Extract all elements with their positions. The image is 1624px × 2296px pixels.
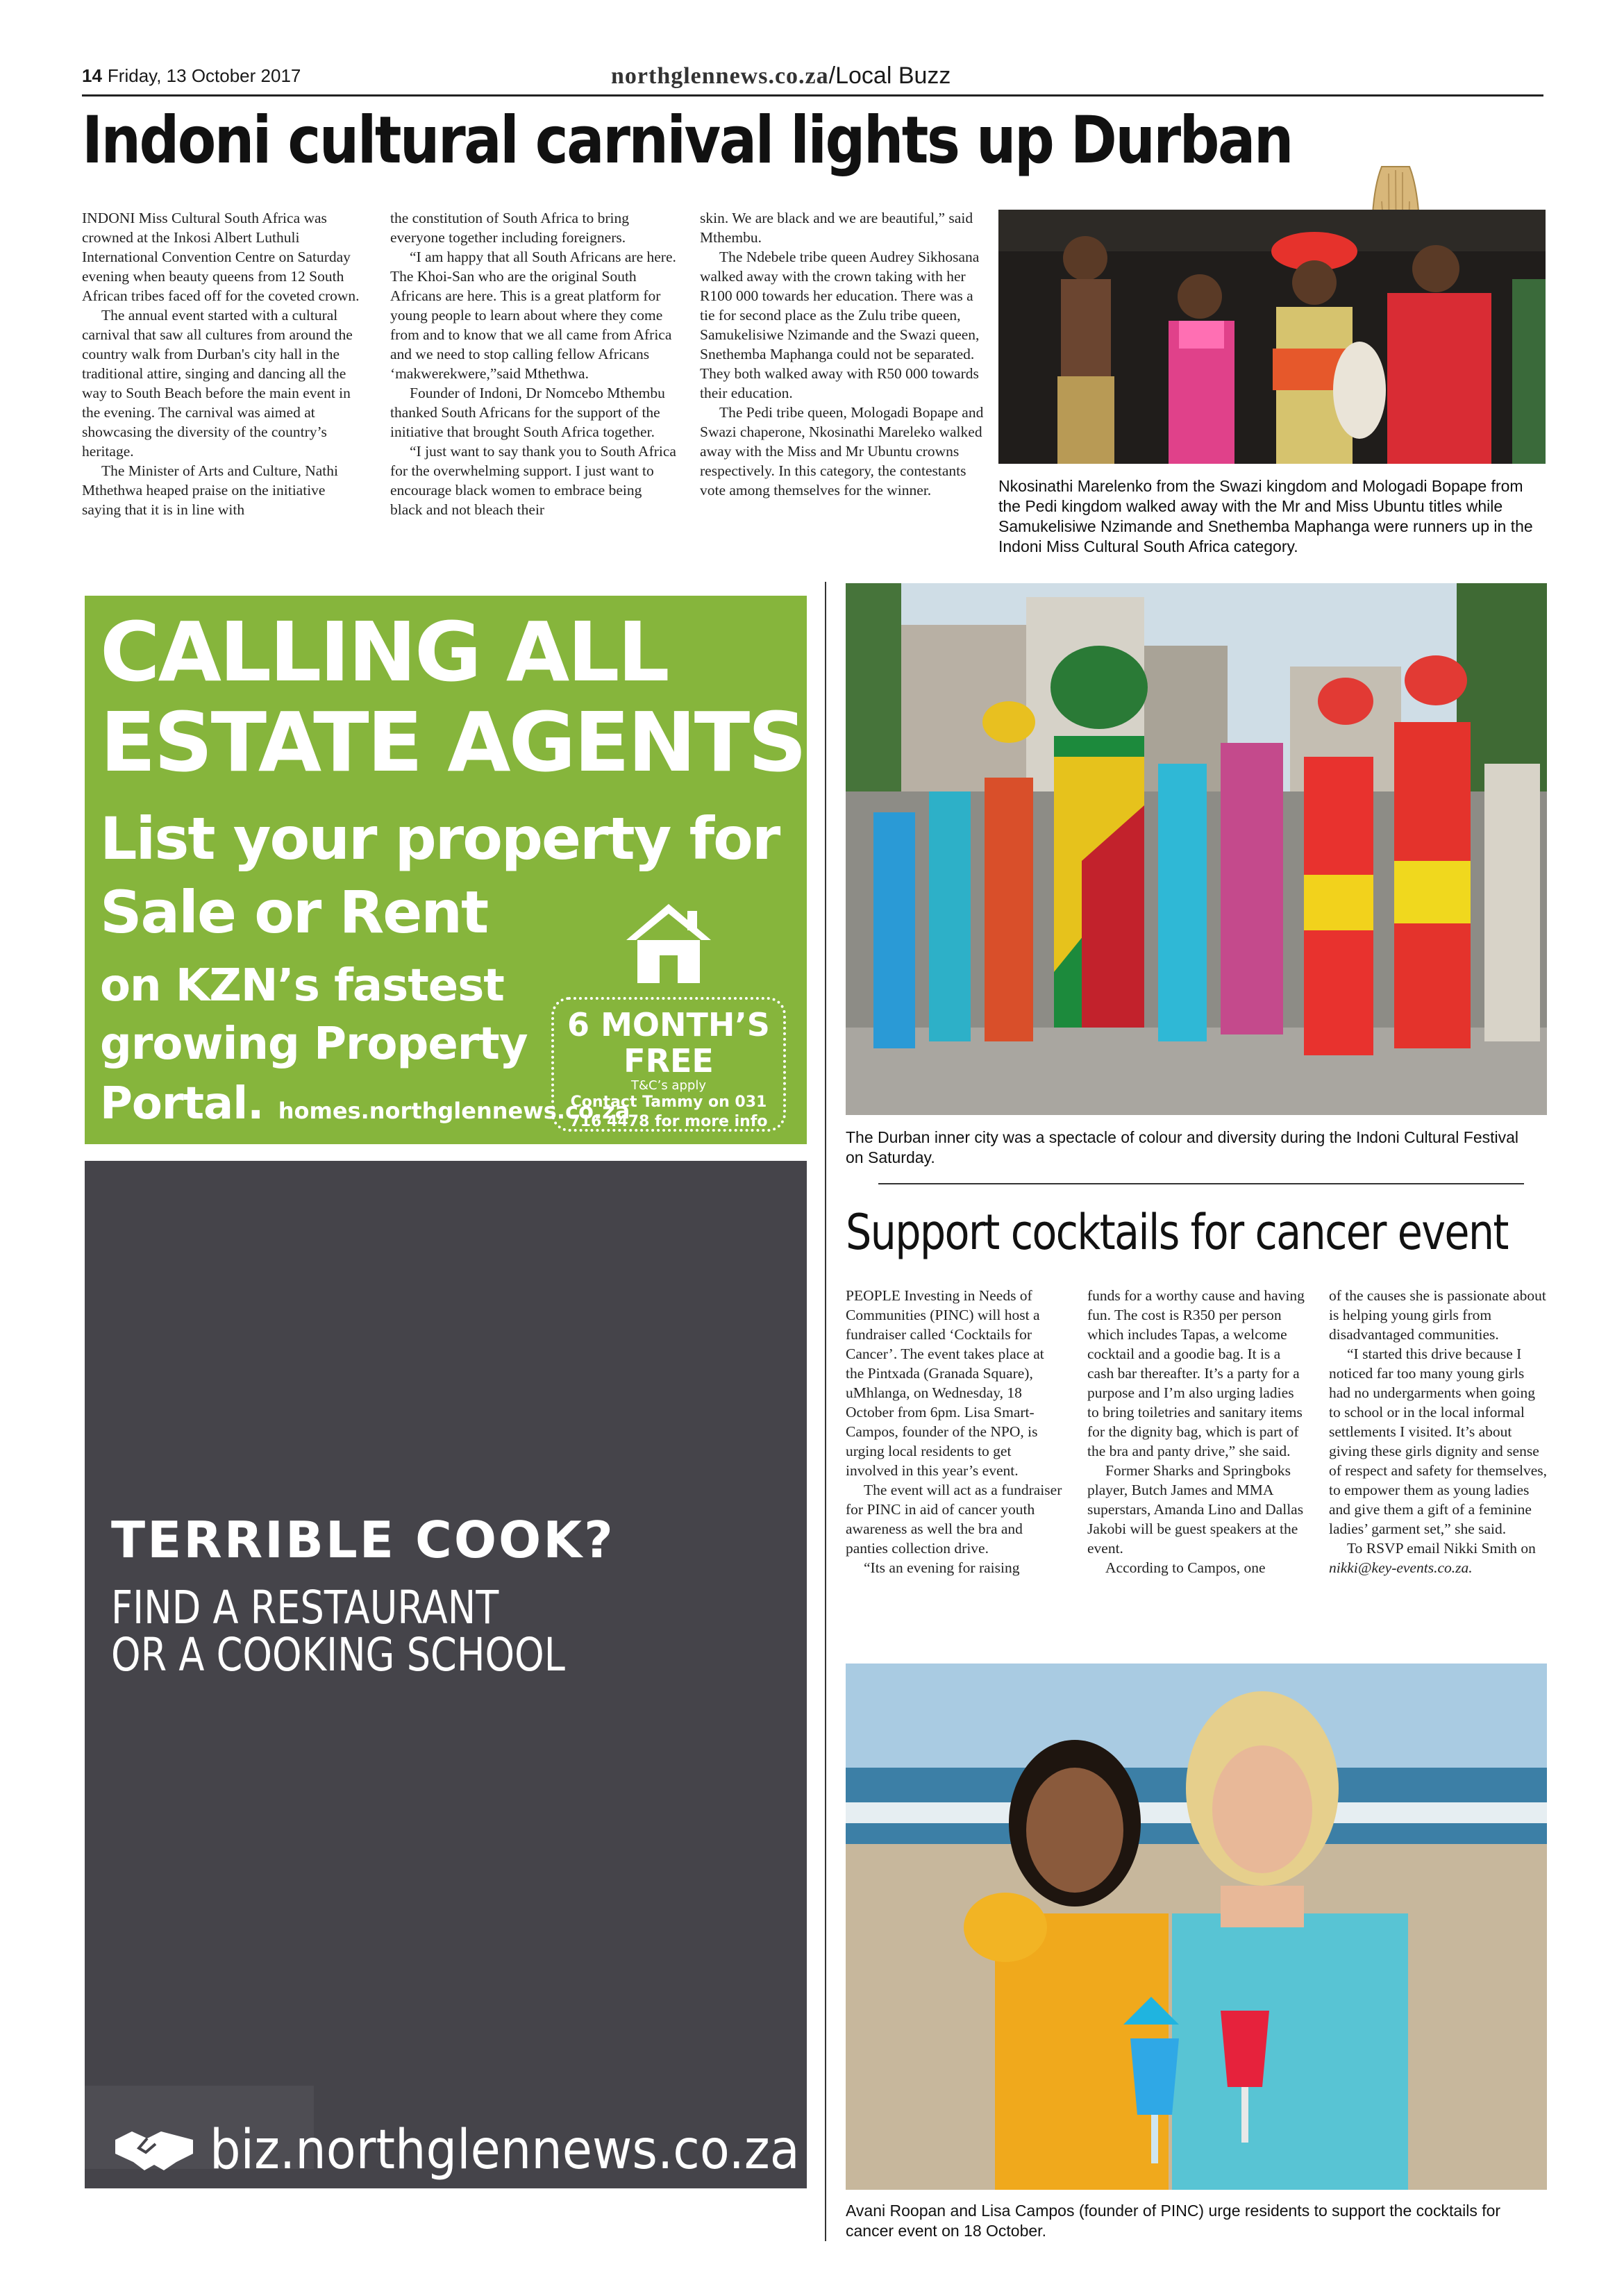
site-header bbox=[611, 62, 951, 90]
column-divider bbox=[825, 582, 826, 2241]
photo3-caption: Avani Roopan and Lisa Campos (founder of PINC) urge residents to support the cocktails for cancer event on 18 October. bbox=[846, 2202, 1501, 2240]
ad-portal-word: Portal. bbox=[100, 1078, 264, 1130]
article1-column-2 bbox=[390, 208, 676, 519]
issue-date: Friday, 13 October 2017 bbox=[107, 65, 301, 86]
paragraph: “Its an evening for raising bbox=[864, 1559, 1020, 1576]
paragraph: skin. We are black and we are beautiful,” said Mthembu. bbox=[700, 210, 973, 246]
article2-column-2 bbox=[1087, 1286, 1307, 1577]
estate-agents-ad[interactable] bbox=[85, 596, 807, 1144]
article2-column-1 bbox=[846, 1286, 1065, 1577]
ad-line-kzn: on KZN’s fastest bbox=[100, 960, 504, 1012]
article1-column-3 bbox=[700, 208, 986, 500]
site-domain[interactable]: northglennews.co.za bbox=[611, 63, 829, 89]
paragraph: PEOPLE Investing in Needs of Communities (PINC) will host a fundraiser called ‘Cocktails for Cancer’. The event takes place at the Pintxada (Granada Square), uMhlanga, on Wednesday, 18 October from 6pm. Lisa Smart-Campos, founder of the NPO, is urging local residents to get involved in this year’s event. bbox=[846, 1287, 1044, 1479]
paragraph: The event will act as a fundraiser for PINC in aid of cancer youth awareness as well the bra and panties collection drive. bbox=[846, 1482, 1062, 1557]
ad-line-list-property: List your property for bbox=[100, 805, 780, 873]
paragraph: Founder of Indoni, Dr Nomcebo Mthembu thanked South Africans for the support of the initiative that brought South Africa together. bbox=[390, 385, 665, 440]
handshake-icon bbox=[112, 2122, 196, 2177]
photo-carnival-parade bbox=[846, 583, 1547, 1115]
ad-terrible-cook: TERRIBLE COOK? bbox=[111, 1511, 615, 1569]
article1-column-1 bbox=[82, 208, 360, 519]
article2-headline: Support cocktails for cancer event bbox=[846, 1204, 1508, 1261]
biz-url[interactable]: biz.northglennews.co.za bbox=[210, 2119, 800, 2181]
paragraph: The Pedi tribe queen, Mologadi Bopape and Swazi chaperone, Nkosinathi Mareleko walked away with the Miss and Mr Ubuntu crowns respectively. In this category, the contestants vote among themselves for the winner. bbox=[700, 404, 984, 498]
paragraph bbox=[1329, 1539, 1548, 1577]
paragraph: “I started this drive because I noticed far too many young girls had no undergarments when going to school or in the local informal settlements I visited. It’s about giving these girls dignity and sense of respect and safety for themselves, to empower them as young ladies and give them a gift of a feminine ladies’ garment set,” she said. bbox=[1329, 1346, 1548, 1537]
paragraph: “I am happy that all South Africans are here. The Khoi-San who are the original South Africans are here. This is a great platform for young people to learn about where they come from and to know that we all came from Africa and we need to stop calling fellow Africans ‘makwerekwere,”said Mthethwa. bbox=[390, 249, 676, 382]
section-name: /Local Buzz bbox=[828, 62, 951, 89]
ad-line-sale-rent: Sale or Rent bbox=[100, 878, 488, 946]
paragraph: “I just want to say thank you to South Africa for the overwhelming support. I just want to encourage black women to embrace being black and not bleach their bbox=[390, 443, 676, 518]
badge-contact: Contact Tammy on 031 716 4478 for more info bbox=[569, 1093, 768, 1130]
page-number: 14 bbox=[82, 65, 102, 86]
photo2-caption: The Durban inner city was a spectacle of colour and diversity during the Indoni Cultural Festival on Saturday. bbox=[846, 1128, 1519, 1166]
page-number-date bbox=[82, 65, 301, 87]
photo1-caption: Nkosinathi Marelenko from the Swazi kingdom and Mologadi Bopape from the Pedi kingdom walked away with the Mr and Miss Ubuntu titles while Samukelisiwe Nzimande and Snethemba Maphanga were runners up in the Indoni Miss Cultural South Africa category. bbox=[998, 477, 1533, 555]
house-icon bbox=[623, 901, 714, 984]
ad-line-estate-agents: ESTATE AGENTS bbox=[100, 694, 805, 790]
photo-cultural-queens bbox=[998, 210, 1546, 464]
paragraph: INDONI Miss Cultural South Africa was crowned at the Inkosi Albert Luthuli International Convention Centre on Saturday evening when beauty queens from 12 South African tribes faced off for the coveted crown. bbox=[82, 210, 360, 304]
paragraph: the constitution of South Africa to bring everyone together including foreigners. bbox=[390, 210, 629, 246]
article-headline: Indoni cultural carnival lights up Durban bbox=[82, 103, 1292, 178]
ad-find-line2: OR A COOKING SCHOOL bbox=[111, 1628, 565, 1682]
paragraph: Former Sharks and Springboks player, Butch James and MMA superstars, Amanda Lino and Dallas Jakobi will be guest speakers at the event. bbox=[1087, 1462, 1304, 1557]
ad-line-calling-all: CALLING ALL bbox=[100, 604, 668, 700]
biz-directory-ad[interactable] bbox=[85, 1161, 807, 2188]
ad-line-portal bbox=[100, 1075, 630, 1140]
header-rule bbox=[82, 94, 1543, 97]
paragraph: According to Campos, one bbox=[1105, 1559, 1266, 1576]
ad-homes-url[interactable]: homes.northglennews.co.za bbox=[278, 1098, 630, 1124]
paragraph: of the causes she is passionate about is helping young girls from disadvantaged communities. bbox=[1329, 1287, 1546, 1343]
paragraph: The annual event started with a cultural carnival that saw all cultures from around the country walk from Durban's city hall in the traditional attire, singing and dancing all the way to South Beach before the main event in the evening. The carnival was aimed at showcasing the diversity of the country’s heritage. bbox=[82, 307, 353, 460]
paragraph: The Minister of Arts and Culture, Nathi Mthethwa heaped praise on the initiative saying that it is in line with bbox=[82, 462, 338, 518]
ad-find-restaurant bbox=[111, 1581, 565, 1682]
badge-terms: T&C’s apply bbox=[631, 1078, 706, 1093]
badge-title: 6 MONTH’S FREE bbox=[567, 1006, 770, 1080]
rsvp-email[interactable]: nikki@key-events.co.za. bbox=[1329, 1559, 1473, 1576]
rsvp-text: To RSVP email Nikki Smith on bbox=[1347, 1540, 1536, 1557]
ad-line-growing: growing Property bbox=[100, 1019, 528, 1070]
ad-find-line1: FIND A RESTAURANT bbox=[111, 1581, 499, 1634]
paragraph: funds for a worthy cause and having fun. The cost is R350 per person which includes Tapas, a welcome cocktail and a goodie bag. It is a cash bar thereafter. It’s a party for a purpose and I’m also urging ladies to bring toiletries and sanitary items for the dignity bag, which is part of the bra and panty drive,” she said. bbox=[1087, 1287, 1305, 1459]
article2-column-3 bbox=[1329, 1286, 1548, 1577]
section-rule bbox=[878, 1183, 1524, 1184]
paragraph: The Ndebele tribe queen Audrey Sikhosana walked away with the crown taking with her R100 000 towards her education. There was a tie for second place as the Zulu tribe queen, Samukelisiwe Nzimande and the Swazi queen, Snethemba Maphanga could not be separated. They both walked away with R50 000 towards their education. bbox=[700, 249, 980, 401]
offer-badge bbox=[551, 997, 786, 1132]
photo-beach-cocktails bbox=[846, 1664, 1547, 2190]
